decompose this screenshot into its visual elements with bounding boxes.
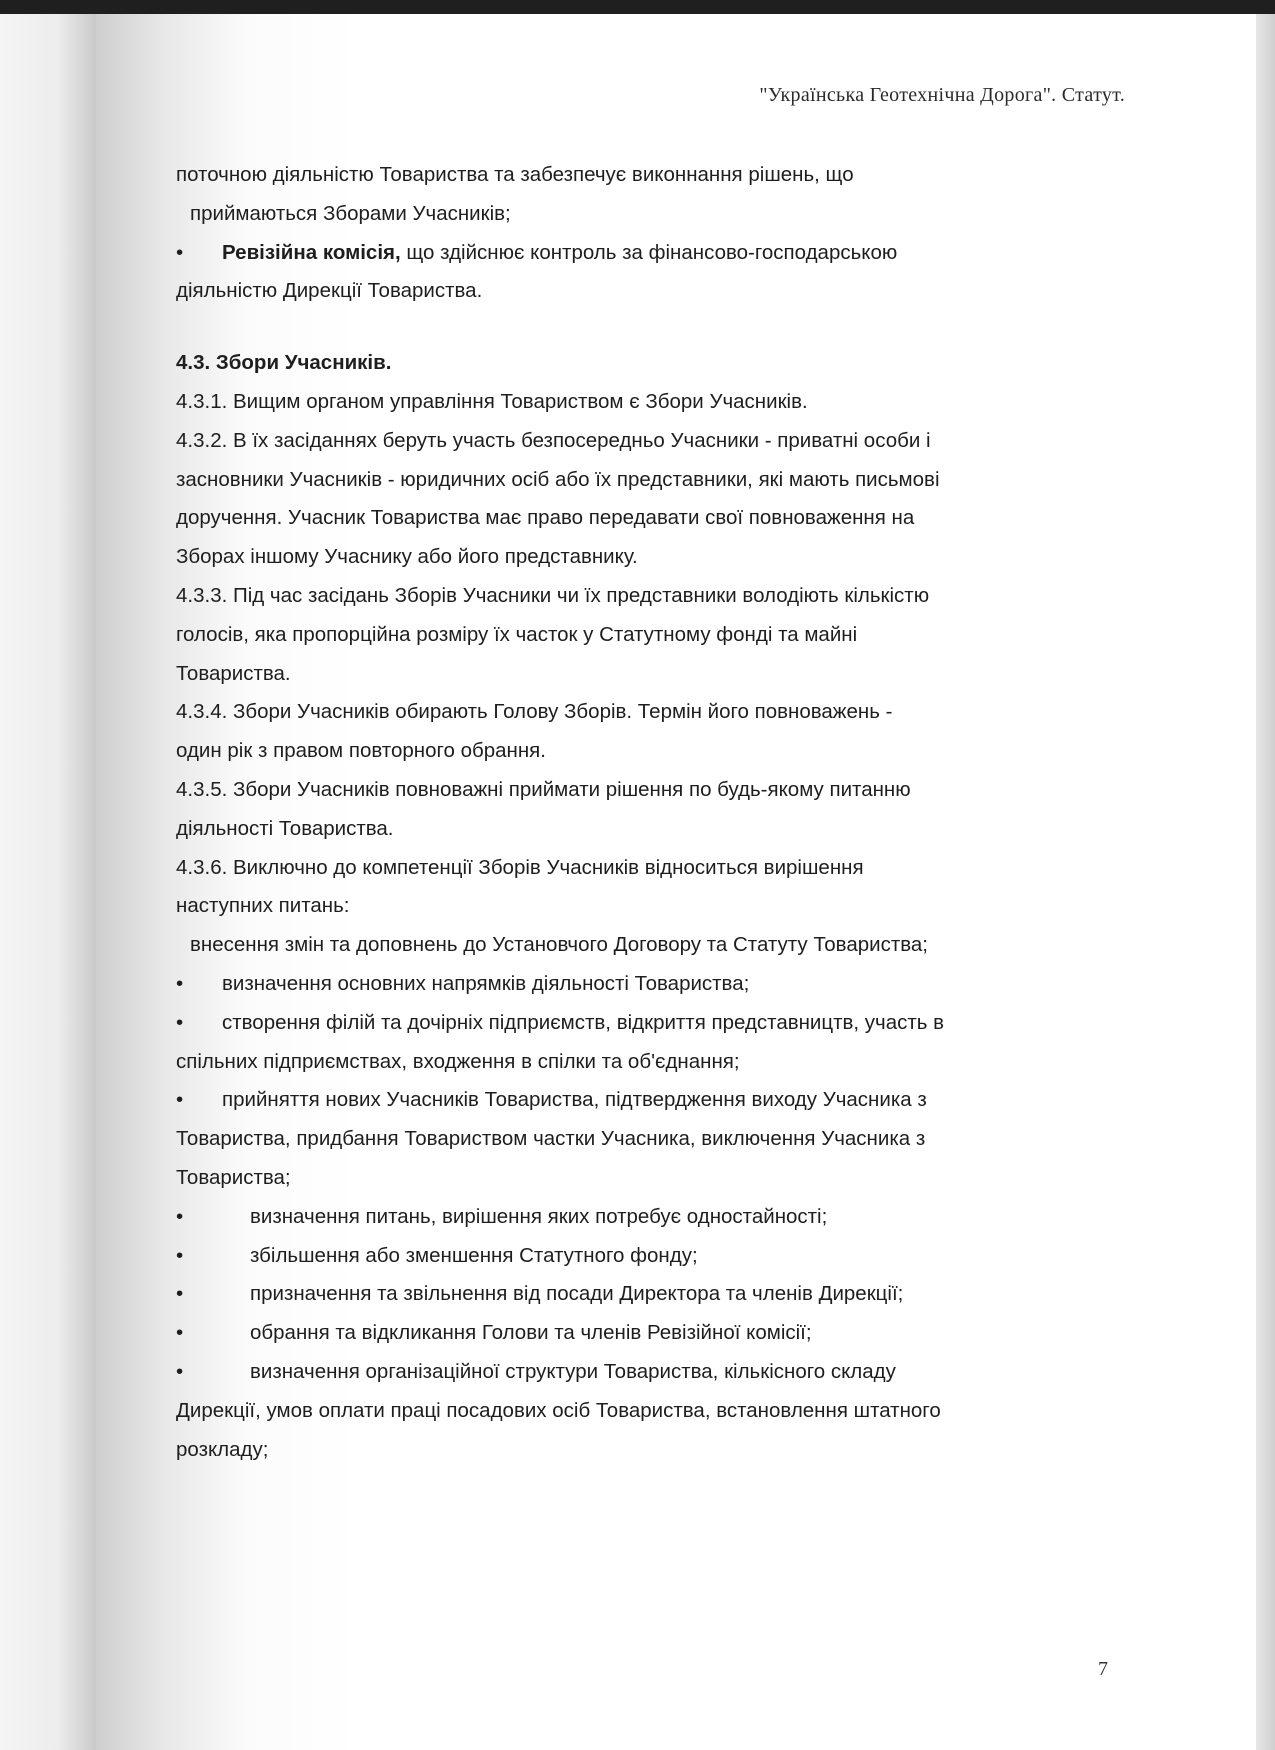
list-item: • призначення та звільнення від посади Директора та членів Дирекції; <box>176 1275 1121 1314</box>
text-line: Дирекції, умов оплати праці посадових осіб Товариства, встановлення штатного <box>176 1398 941 1422</box>
text-line: діяльністю Дирекції Товариства. <box>176 279 483 303</box>
text-line: спільних підприємствах, входження в спілки та об'єднання; <box>176 1049 740 1073</box>
list-item: • визначення основних напрямків діяльності Товариства; <box>176 965 1121 1004</box>
document-body <box>176 156 1121 1469</box>
list-item: • визначення організаційної структури Товариства, кількісного складу <box>176 1353 1121 1392</box>
text-line: 4.3.3. Під час засідань Зборів Учасники чи їх представники володіють кількістю <box>176 583 930 607</box>
list-item: • обрання та відкликання Голови та членів Ревізійної комісії; <box>176 1314 1121 1353</box>
text-line: голосів, яка пропорційна розміру їх часток у Статутному фонді та майні <box>176 622 858 646</box>
bullet-text: що здійснює контроль за фінансово-господарською <box>400 240 898 264</box>
text-line: розкладу; <box>176 1437 269 1461</box>
page-number: 7 <box>1098 1658 1108 1680</box>
text-line: засновники Учасників - юридичних осіб або їх представники, які мають письмові <box>176 467 940 491</box>
scan-left-page-edge <box>0 14 96 1750</box>
text-line: діяльності Товариства. <box>176 816 394 840</box>
text-line: доручення. Учасник Товариства має право передавати свої повноваження на <box>176 506 915 530</box>
scan-right-edge <box>1256 14 1275 1750</box>
text-line: 4.3.6. Виключно до компетенції Зборів Учасників відноситься вирішення <box>176 855 864 879</box>
list-item: • створення філій та дочірніх підприємств, відкриття представництв, участь в <box>176 1004 1121 1043</box>
text-line: приймаються Зборами Учасників; <box>190 201 511 225</box>
text-line: Товариства, придбання Товариством частки Учасника, виключення Учасника з <box>176 1127 926 1151</box>
text-line: один рік з правом повторного обрання. <box>176 739 546 763</box>
text-line: Зборах іншому Учаснику або його представнику. <box>176 545 638 569</box>
text-line: 4.3.1. Вищим органом управління Товариством є Збори Учасників. <box>176 389 808 413</box>
list-item: • збільшення або зменшення Статутного фонду; <box>176 1237 1121 1276</box>
text-line: наступних питань: <box>176 894 350 918</box>
list-item: • визначення питань, вирішення яких потребує одностайності; <box>176 1198 1121 1237</box>
section-heading: 4.3. Збори Учасників. <box>176 351 392 375</box>
text-line: Товариства; <box>176 1165 291 1189</box>
text-line: поточною діяльністю Товариства та забезпечує виконнання рішень, що <box>176 163 854 186</box>
text-line: Товариства. <box>176 661 291 685</box>
bold-term: Ревізійна комісія, <box>222 240 401 264</box>
list-item: внесення змін та доповнень до Установчого Договору та Статуту Товариства; <box>190 933 928 957</box>
text-line: 4.3.2. В їх засіданнях беруть участь безпосередньо Учасники - приватні особи і <box>176 428 931 452</box>
scan-top-shadow <box>0 0 1275 14</box>
list-item: • прийняття нових Учасників Товариства, підтвердження виходу Учасника з <box>176 1081 1121 1120</box>
text-line: 4.3.5. Збори Учасників повноважні приймати рішення по будь-якому питанню <box>176 777 911 801</box>
bullet-line <box>176 234 1121 273</box>
text-line: 4.3.4. Збори Учасників обирають Голову Зборів. Термін його повноважень - <box>176 700 893 724</box>
document-header: "Українська Геотехнічна Дорога". Статут. <box>759 84 1125 106</box>
